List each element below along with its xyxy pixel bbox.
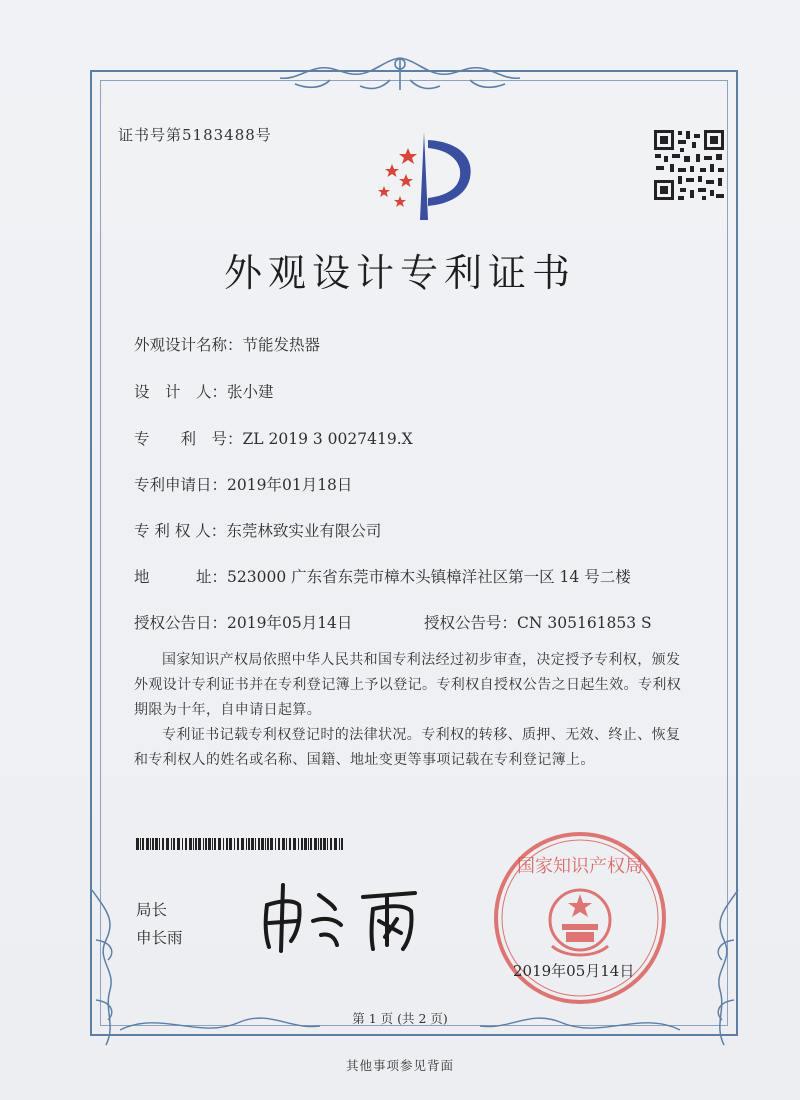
barcode-bar	[203, 838, 204, 850]
field-application-date: 专利申请日：2019年01月18日	[134, 473, 352, 495]
barcode-bar	[327, 838, 328, 850]
barcode-bar	[229, 838, 232, 850]
field-patentee: 专 利 权 人：东莞林致实业有限公司	[134, 519, 381, 541]
field-label: 授权公告日	[134, 614, 212, 632]
field-value: 2019年01月18日	[227, 476, 353, 494]
statement-paragraph-1: 国家知识产权局依照中华人民共和国专利法经过初步审查，决定授予专利权，颁发外观设计专利证书并在专利登记簿上予以登记。专利权自授权公告之日起生效。专利权期限为十年，自申请日起算。	[134, 652, 682, 718]
barcode-bar	[212, 838, 213, 850]
statement-paragraph-2: 专利证书记载专利权登记时的法律状况。专利权的转移、质押、无效、终止、恢复和专利权人的姓名或名称、国籍、地址变更等事项记载在专利登记簿上。	[134, 727, 681, 768]
barcode-bar	[265, 838, 266, 850]
barcode-bar	[195, 838, 197, 850]
barcode-bar	[304, 838, 307, 850]
field-value: 东莞林致实业有限公司	[226, 522, 382, 540]
director-title: 局长	[136, 901, 168, 919]
barcode-bar	[318, 838, 319, 850]
barcode-bar	[248, 838, 250, 850]
barcode-bar	[198, 838, 201, 850]
barcode-bar	[314, 838, 317, 850]
barcode-bar	[140, 838, 141, 850]
barcode-bar	[323, 838, 326, 850]
barcode-bar	[308, 838, 309, 850]
barcode-bar	[136, 838, 139, 850]
barcode-bar	[258, 838, 260, 850]
barcode-bar	[341, 838, 343, 850]
barcode-bar	[152, 838, 154, 850]
field-announcement-number: 授权公告号：CN 305161853 S	[424, 611, 652, 633]
field-value: 张小建	[227, 383, 274, 401]
barcode-bar	[162, 838, 164, 850]
barcode-bar	[289, 838, 291, 850]
field-label: 专 利 号	[134, 430, 228, 448]
field-value: CN 305161853 S	[517, 614, 652, 632]
barcode-bar	[234, 838, 235, 850]
barcode-bar	[185, 838, 187, 850]
barcode-bar	[246, 838, 247, 850]
barcode-bar	[214, 838, 216, 850]
barcode-bar	[261, 838, 264, 850]
barcode-bar	[173, 838, 175, 850]
barcode-bar	[226, 838, 228, 850]
barcode-bar	[298, 838, 299, 850]
barcode-bar	[177, 838, 180, 850]
field-grant-date: 授权公告日：2019年05月14日	[134, 611, 352, 633]
barcode-bar	[339, 838, 340, 850]
barcode-bar	[150, 838, 151, 850]
barcode-bar	[320, 838, 322, 850]
field-design-name: 外观设计名称：节能发热器	[134, 333, 320, 355]
seal-date: 2019年05月14日	[513, 962, 635, 980]
barcode-bar	[193, 838, 194, 850]
top-ornament	[250, 50, 550, 100]
field-designer: 设 计 人：张小建	[134, 380, 274, 402]
barcode-bar	[205, 838, 207, 850]
field-label: 专利申请日	[134, 476, 212, 494]
field-patent-number: 专 利 号：ZL 2019 3 0027419.X	[134, 427, 413, 449]
field-label: 授权公告号	[424, 614, 502, 632]
barcode-bar	[330, 838, 332, 850]
field-value: 523000 广东省东莞市樟木头镇樟洋社区第一区 14 号二楼	[227, 568, 631, 586]
field-label: 地 址	[134, 568, 212, 586]
official-seal	[490, 828, 670, 1008]
barcode-bar	[237, 838, 239, 850]
director-signature	[255, 875, 435, 955]
field-address: 地 址：523000 广东省东莞市樟木头镇樟洋社区第一区 14 号二楼	[134, 565, 631, 587]
patent-office-logo	[362, 120, 482, 230]
barcode-bar	[159, 838, 160, 850]
barcode-bar	[270, 838, 273, 850]
barcode-bar	[241, 838, 244, 850]
barcode-bar	[334, 838, 337, 850]
field-value: 节能发热器	[242, 336, 321, 354]
certificate-number: 证书号第5183488号	[118, 126, 272, 144]
certificate-statement	[134, 648, 694, 773]
field-label: 设 计 人	[134, 383, 212, 401]
page-number: 第 1 页 (共 2 页)	[352, 1011, 448, 1026]
certificate-title: 外观设计专利证书	[223, 251, 576, 295]
barcode-bar	[208, 838, 211, 850]
barcode-bar	[146, 838, 149, 850]
barcode-bar	[278, 838, 280, 850]
field-value: ZL 2019 3 0027419.X	[242, 430, 413, 448]
barcode-bar	[282, 838, 285, 850]
barcode-bar	[155, 838, 158, 850]
barcode	[136, 838, 346, 850]
barcode-bar	[251, 838, 254, 850]
barcode-bar	[223, 838, 224, 850]
barcode-bar	[171, 838, 172, 850]
qr-code	[652, 128, 726, 202]
barcode-bar	[218, 838, 221, 850]
barcode-bar	[142, 838, 144, 850]
barcode-bar	[182, 838, 183, 850]
barcode-bar	[267, 838, 269, 850]
seal-text: 国家知识产权局	[517, 856, 643, 877]
footer-note: 其他事项参见背面	[345, 1058, 454, 1073]
barcode-bar	[286, 838, 287, 850]
barcode-bar	[255, 838, 256, 850]
barcode-bar	[310, 838, 312, 850]
barcode-bar	[293, 838, 296, 850]
barcode-bar	[275, 838, 276, 850]
field-value: 2019年05月14日	[227, 614, 353, 632]
barcode-bar	[189, 838, 192, 850]
director-name: 申长雨	[136, 929, 183, 947]
barcode-bar	[166, 838, 169, 850]
field-label: 专 利 权 人	[134, 522, 211, 540]
field-label: 外观设计名称	[134, 336, 228, 354]
barcode-bar	[301, 838, 303, 850]
